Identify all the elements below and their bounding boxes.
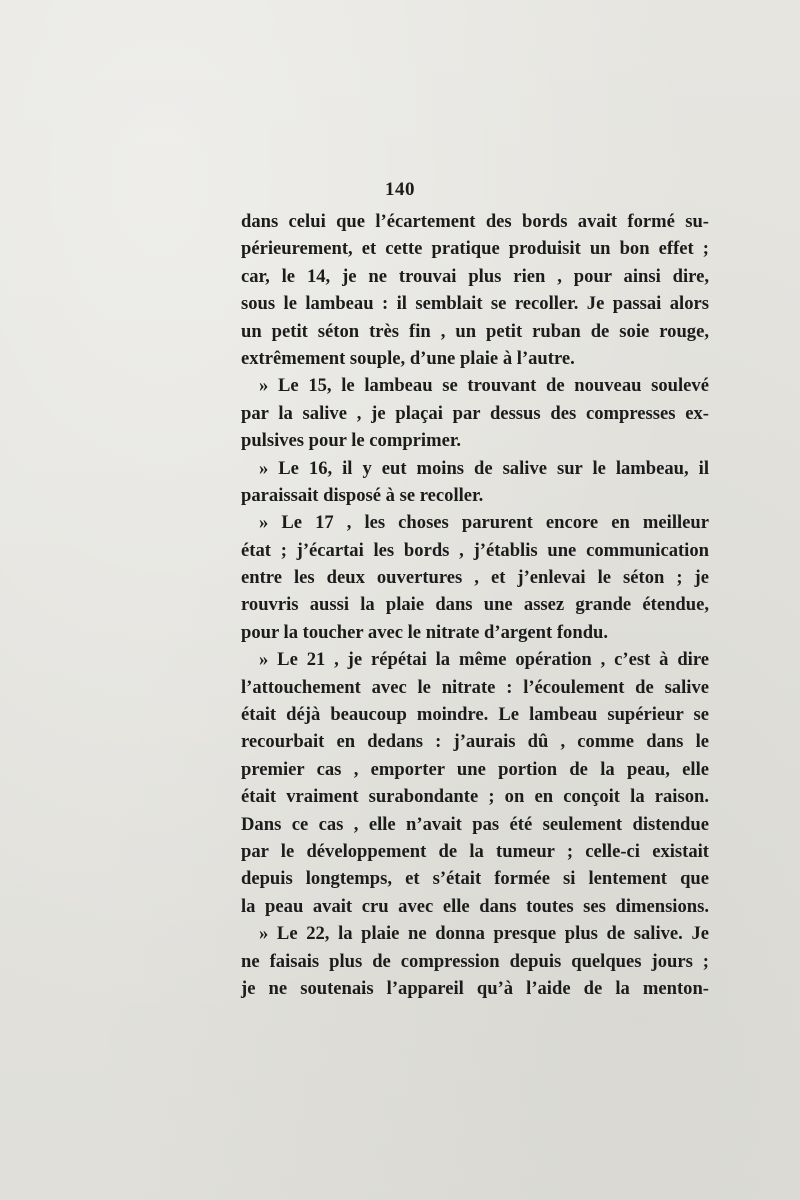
text-line: par le développement de la tumeur ; celle-ci existait: [241, 840, 709, 862]
text-line: je ne soutenais l’appareil qu’à l’aide de la menton-: [241, 977, 709, 999]
text-line: depuis longtemps, et s’était formée si lentement que: [241, 868, 709, 890]
text-line: sous le lambeau : il semblait se recoller. Je passai alors: [241, 293, 709, 315]
text-line: » Le 17 , les choses parurent encore en meilleur: [259, 512, 709, 534]
text-line: entre les deux ouvertures , et j’enlevai le séton ; je: [241, 567, 709, 589]
text-line: » Le 22, la plaie ne donna presque plus de salive. Je: [259, 923, 709, 945]
body-text: [241, 208, 709, 1002]
text-line: premier cas , emporter une portion de la peau, elle: [241, 758, 709, 780]
text-line: recourbait en dedans : j’aurais dû , comme dans le: [241, 731, 709, 753]
text-line: état ; j’écartai les bords , j’établis une communication: [241, 539, 709, 561]
text-line: rouvris aussi la plaie dans une assez grande étendue,: [241, 594, 709, 616]
text-line: l’attouchement avec le nitrate : l’écoulement de salive: [241, 676, 709, 698]
text-line: dans celui que l’écartement des bords avait formé su-: [241, 211, 709, 232]
text-line: extrêmement souple, d’une plaie à l’autre.: [241, 347, 575, 369]
text-line: pour la toucher avec le nitrate d’argent fondu.: [241, 621, 609, 643]
text-line: était déjà beaucoup moindre. Le lambeau supérieur se: [241, 704, 709, 726]
text-line: car, le 14, je ne trouvai plus rien , pour ainsi dire,: [241, 265, 709, 287]
text-line: pulsives pour le comprimer.: [241, 430, 462, 452]
text-line: était vraiment surabondante ; on en conçoit la raison.: [241, 786, 709, 808]
text-line: Dans ce cas , elle n’avait pas été seulement distendue: [241, 813, 709, 835]
text-line: » Le 15, le lambeau se trouvant de nouveau soulevé: [259, 375, 709, 397]
page-number: 140: [385, 179, 415, 200]
text-line: » Le 16, il y eut moins de salive sur le lambeau, il: [259, 457, 709, 479]
text-line: par la salive , je plaçai par dessus des compresses ex-: [241, 402, 709, 424]
text-line: un petit séton très fin , un petit ruban de soie rouge,: [241, 320, 709, 342]
text-line: paraissait disposé à se recoller.: [241, 484, 484, 506]
text-line: périeurement, et cette pratique produisit un bon effet ;: [241, 238, 709, 260]
text-line: la peau avait cru avec elle dans toutes ses dimensions.: [241, 895, 709, 917]
text-line: » Le 21 , je répétai la même opération , c’est à dire: [259, 649, 709, 671]
text-line: ne faisais plus de compression depuis quelques jours ;: [241, 950, 709, 972]
